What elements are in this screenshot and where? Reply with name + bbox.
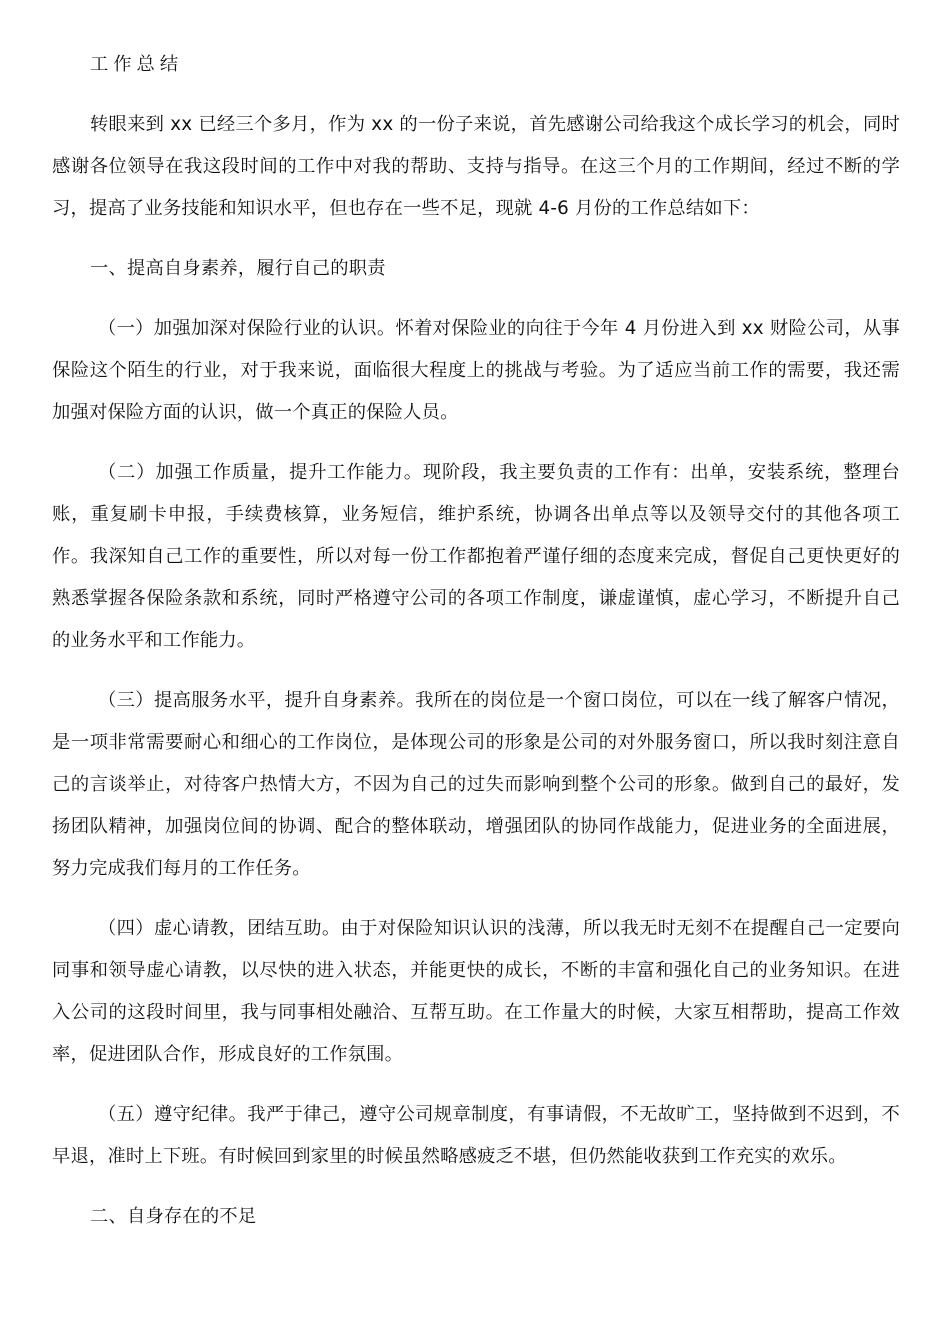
item-4-paragraph: （四）虚心请教，团结互助。由于对保险知识认识的浅薄，所以我无时无刻不在提醒自己一定要向同事和领导虚心请教，以尽快的进入状态，并能更快的成长，不断的丰富和强化自己的业务知识。在进入公司的这段时间里，我与同事相处融洽、互帮互助。在工作量大的时候，大家互相帮助，提高工作效率，促进团队合作，形成良好的工作氛围。 xyxy=(52,918,900,1065)
item-5-paragraph: （五）遵守纪律。我严于律己，遵守公司规章制度，有事请假，不无故旷工，坚持做到不迟到，不早退，准时上下班。有时候回到家里的时候虽然略感疲乏不堪，但仍然能收获到工作充实的欢乐。 xyxy=(52,1104,900,1167)
document-page xyxy=(52,44,900,1256)
item-1-paragraph: （一）加强加深对保险行业的认识。怀着对保险业的向往于今年 4 月份进入到 xx 财险公司，从事保险这个陌生的行业，对于我来说，面临很大程度上的挑战与考验。为了适应当前工作的需要，我还需加强对保险方面的认识，做一个真正的保险人员。 xyxy=(52,318,900,423)
section-2-heading: 二、自身存在的不足 xyxy=(90,1206,257,1227)
document-title: 工作总结 xyxy=(90,54,184,75)
item-3-paragraph: （三）提高服务水平，提升自身素养。我所在的岗位是一个窗口岗位，可以在一线了解客户情况，是一项非常需要耐心和细心的工作岗位，是体现公司的形象是公司的对外服务窗口，所以我时刻注意自己的言谈举止，对待客户热情大方，不因为自己的过失而影响到整个公司的形象。做到自己的最好，发扬团队精神，加强岗位间的协调、配合的整体联动，增强团队的协同作战能力，促进业务的全面进展，努力完成我们每月的工作任务。 xyxy=(52,690,900,879)
section-1-heading: 一、提高自身素养，履行自己的职责 xyxy=(90,258,386,279)
item-2-paragraph: （二）加强工作质量，提升工作能力。现阶段，我主要负责的工作有：出单，安装系统，整理台账，重复刷卡申报，手续费核算，业务短信，维护系统，协调各出单点等以及领导交付的其他各项工作。我深知自己工作的重要性，所以对每一份工作都抱着严谨仔细的态度来完成，督促自己更快更好的熟悉掌握各保险条款和系统，同时严格遵守公司的各项工作制度，谦虚谨慎，虚心学习，不断提升自己的业务水平和工作能力。 xyxy=(52,462,900,651)
intro-paragraph: 转眼来到 xx 已经三个多月，作为 xx 的一份子来说，首先感谢公司给我这个成长学习的机会，同时感谢各位领导在我这段时间的工作中对我的帮助、支持与指导。在这三个月的工作期间，经过不断的学习，提高了业务技能和知识水平，但也存在一些不足，现就 4-6 月份的工作总结如下： xyxy=(52,114,900,219)
